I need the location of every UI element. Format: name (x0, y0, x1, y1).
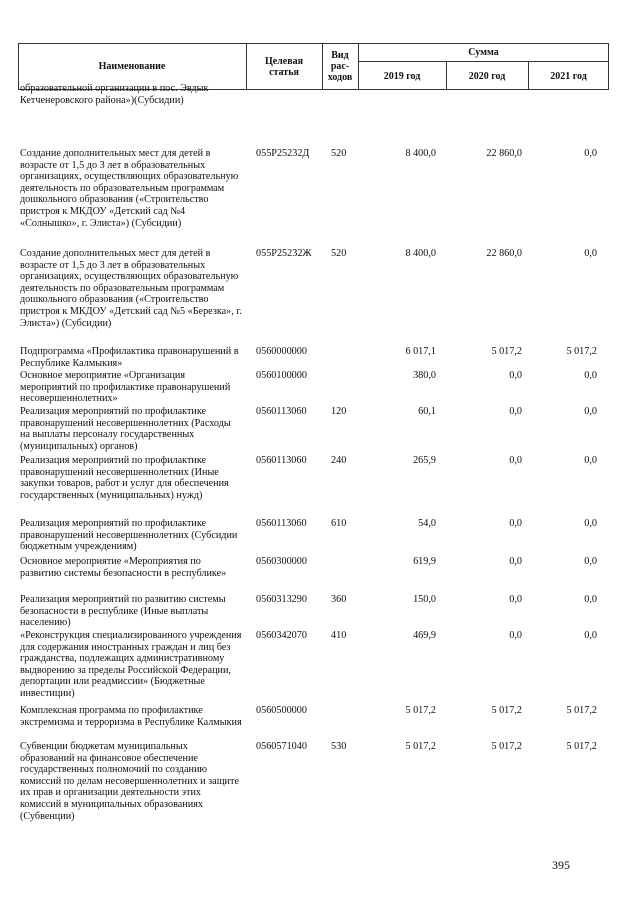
row-sum-2021: 0,0 (584, 248, 597, 259)
row-expense-type: 610 (331, 518, 347, 529)
row-sum-2020: 0,0 (509, 594, 522, 605)
row-target-article: 0560500000 (256, 705, 307, 716)
header-expense-type (322, 43, 358, 90)
row-sum-2021: 0,0 (584, 556, 597, 567)
row-expense-type: 520 (331, 148, 347, 159)
row-sum-2019: 60,1 (418, 406, 436, 417)
header-sum: Сумма (468, 46, 499, 58)
row-sum-2020: 0,0 (509, 518, 522, 529)
header-name: Наименование (98, 61, 166, 72)
header-vid-line2: рас- (330, 61, 350, 72)
row-expense-type: 410 (331, 630, 347, 641)
row-sum-2020: 0,0 (509, 455, 522, 466)
row-sum-2020: 5 017,2 (491, 346, 522, 357)
row-expense-type: 530 (331, 741, 347, 752)
row-sum-2021: 5 017,2 (566, 346, 597, 357)
row-sum-2020: 0,0 (509, 406, 522, 417)
row-sum-2019: 6 017,1 (405, 346, 436, 357)
header-target-line2: статья (269, 66, 299, 78)
row-sum-2020: 22 860,0 (486, 148, 522, 159)
row-name: образовательной организации в пос. Эвдык Кетченеровского района»)(Субсидии) (20, 83, 209, 106)
row-sum-2021: 5 017,2 (566, 741, 597, 752)
row-sum-2020: 0,0 (509, 630, 522, 641)
row-sum-2019: 619,9 (413, 556, 436, 567)
row-sum-2021: 0,0 (584, 518, 597, 529)
row-sum-2019: 380,0 (413, 370, 436, 381)
row-sum-2019: 469,9 (413, 630, 436, 641)
header-year-2019: 2019 год (383, 70, 421, 82)
row-sum-2019: 8 400,0 (405, 248, 436, 259)
row-target-article: 0560000000 (256, 346, 307, 357)
row-target-article: 0560113060 (256, 518, 307, 529)
row-sum-2021: 5 017,2 (566, 705, 597, 716)
row-sum-2019: 5 017,2 (405, 705, 436, 716)
row-sum-2019: 5 017,2 (405, 741, 436, 752)
header-vid-line1: Вид (331, 50, 349, 61)
row-sum-2019: 54,0 (418, 518, 436, 529)
row-name: Реализация мероприятий по профилактике правонарушений несовершеннолетних (Субсидии бюджетным учреждениям) (20, 518, 238, 553)
row-name: «Реконструкция специализированного учреждения для содержания иностранных граждан и лиц без гражданства, подлежащих административному выдворению за пределы Российской Федерации, депортации или реадмиссии» (Бюджетные инвестиции) (20, 630, 242, 699)
row-expense-type: 360 (331, 594, 347, 605)
header-target-line1: Целевая (264, 55, 304, 67)
row-name: Создание дополнительных мест для детей в возрасте от 1,5 до 3 лет в образовательных организациях, осуществляющих образовательную деятельность по образовательным программам дошкольного образования («Строительство пристроя к МКДОУ «Детский сад №5 «Березка», г. Элиста») (Субсидии) (20, 248, 242, 329)
row-name: Субвенции бюджетам муниципальных образований на финансовое обеспечение государственных полномочий по созданию комиссий по делам несовершеннолетних и защите их прав и организации деятельности этих комиссий в муниципальных образованиях (Субвенции) (20, 741, 239, 822)
row-target-article: 0560571040 (256, 741, 307, 752)
row-name: Реализация мероприятий по развитию системы безопасности в республике (Иные выплаты населению) (20, 594, 226, 629)
row-sum-2019: 265,9 (413, 455, 436, 466)
page-number: 395 (552, 858, 570, 872)
row-sum-2020: 5 017,2 (491, 705, 522, 716)
row-name: Основное мероприятие «Организация мероприятий по профилактике правонарушений несовершеннолетних» (20, 370, 231, 405)
row-sum-2020: 0,0 (509, 370, 522, 381)
row-name: Реализация мероприятий по профилактике правонарушений несовершеннолетних (Иные закупки товаров, работ и услуг для обеспечения государственных (муниципальных) нужд) (20, 455, 229, 501)
row-name: Создание дополнительных мест для детей в возрасте от 1,5 до 3 лет в образовательных организациях, осуществляющих образовательную деятельность по образовательным программам дошкольного образования («Строительство пристроя к МКДОУ «Детский сад №4 «Солнышко», г. Элиста») (Субсидии) (20, 148, 239, 229)
row-name: Комплексная программа по профилактике экстремизма и терроризма в Республике Калмыкия (20, 705, 242, 728)
header-year-2020: 2020 год (468, 70, 506, 82)
row-sum-2021: 0,0 (584, 594, 597, 605)
row-sum-2019: 150,0 (413, 594, 436, 605)
row-expense-type: 120 (331, 406, 347, 417)
row-sum-2020: 5 017,2 (491, 741, 522, 752)
row-sum-2020: 22 860,0 (486, 248, 522, 259)
row-target-article: 0560313290 (256, 594, 307, 605)
row-sum-2019: 8 400,0 (405, 148, 436, 159)
header-year-2021: 2021 год (550, 70, 587, 82)
row-name: Подпрограмма «Профилактика правонарушений в Республике Калмыкия» (20, 346, 239, 369)
row-sum-2021: 0,0 (584, 630, 597, 641)
row-expense-type: 520 (331, 248, 347, 259)
row-target-article: 0560342070 (256, 630, 307, 641)
row-target-article: 055P25232Ж (256, 248, 312, 259)
row-target-article: 0560100000 (256, 370, 307, 381)
row-sum-2020: 0,0 (509, 556, 522, 567)
row-target-article: 0560113060 (256, 406, 307, 417)
row-sum-2021: 0,0 (584, 406, 597, 417)
row-target-article: 055P25232Д (256, 148, 310, 159)
row-name: Основное мероприятие «Мероприятия по развитию системы безопасности в республике» (20, 556, 227, 579)
row-name: Реализация мероприятий по профилактике правонарушений несовершеннолетних (Расходы на выплаты персоналу государственных (муниципальных) органов) (20, 406, 231, 452)
row-sum-2021: 0,0 (584, 370, 597, 381)
row-target-article: 0560113060 (256, 455, 307, 466)
row-sum-2021: 0,0 (584, 455, 597, 466)
header-target-article (246, 43, 322, 90)
row-sum-2021: 0,0 (584, 148, 597, 159)
row-expense-type: 240 (331, 455, 347, 466)
header-vid-line3: ходов (327, 72, 353, 83)
row-target-article: 0560300000 (256, 556, 307, 567)
